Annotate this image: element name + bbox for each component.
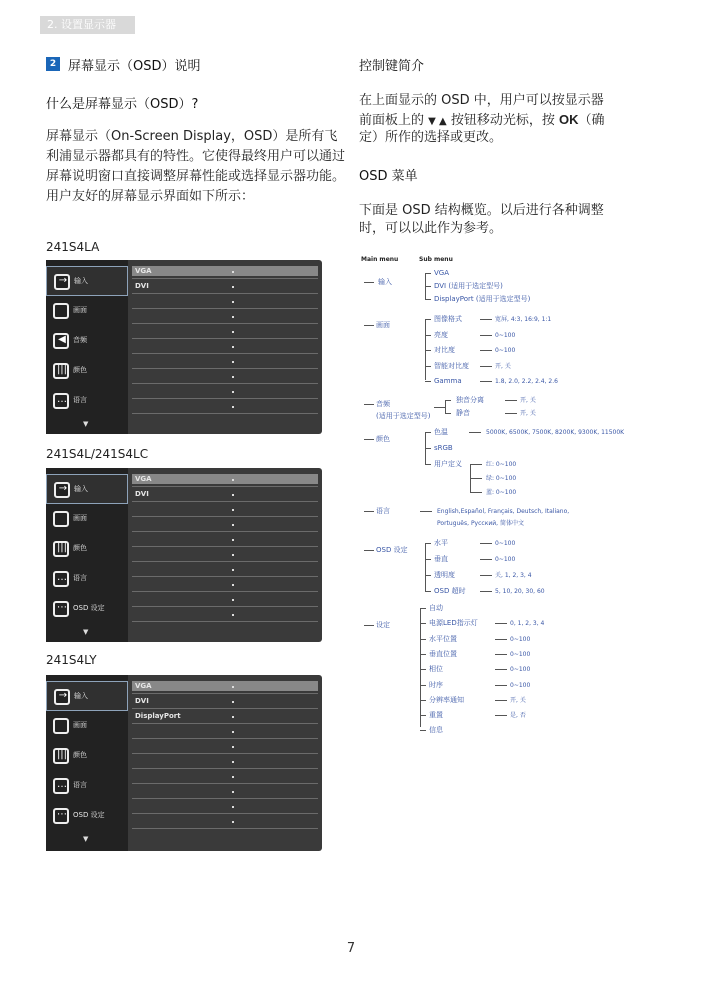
tree-audio-val-1: 开, 关 <box>520 410 536 417</box>
tree-connector <box>495 715 507 716</box>
tree-connector <box>425 559 431 560</box>
tree-main-menu-header: Main menu <box>361 256 399 263</box>
osd-submenu-divider <box>132 768 318 769</box>
osd-menu-item-label: 语言 <box>73 574 87 582</box>
what-is-osd-heading: 什么是屏幕显示（OSD）? <box>46 97 199 112</box>
osd-menu-item-label: 画面 <box>73 306 87 314</box>
osd-submenu-divider <box>132 486 318 487</box>
picture-icon <box>53 718 69 734</box>
osd-menu-item-label: OSD 设定 <box>73 604 105 612</box>
control-keys-line3: 定）所作的选择或更改。 <box>359 130 503 145</box>
osd-menu-item-label: 颜色 <box>73 751 87 759</box>
tree-input: 输入 <box>378 278 392 286</box>
osd-menu-item[interactable] <box>46 386 128 416</box>
tree-color-user: 用户定义 <box>434 460 462 468</box>
osd-submenu-dot <box>232 524 234 526</box>
tree-connector <box>425 575 431 576</box>
section-title: 屏幕显示（OSD）说明 <box>68 59 201 74</box>
osd-submenu-divider <box>132 546 318 547</box>
tree-connector <box>425 591 431 592</box>
tree-connector <box>420 669 426 670</box>
color-bars-icon: ||| <box>53 541 69 557</box>
tree-picture: 画面 <box>376 321 390 329</box>
osd-submenu-divider <box>132 368 318 369</box>
model-label-241s4ly: 241S4LY <box>46 653 97 667</box>
osd-submenu-divider <box>132 753 318 754</box>
picture-icon <box>53 303 69 319</box>
osd-submenu-dot <box>232 791 234 793</box>
osd-panel-241s4la <box>46 260 322 434</box>
tree-sub-value: 开, 关 <box>510 696 526 704</box>
language-speech-icon: … <box>53 571 69 587</box>
osd-submenu-dot <box>232 479 234 481</box>
osd-submenu-dot <box>232 761 234 763</box>
osd-submenu-divider <box>132 783 318 784</box>
tree-sub-item: 智能对比度 <box>434 361 469 370</box>
osd-submenu-dot <box>232 271 234 273</box>
tree-color-temp: 色温 <box>434 428 448 436</box>
tree-connector <box>495 623 507 624</box>
tree-audio-note: (适用于选定型号) <box>376 412 431 420</box>
osd-submenu-divider <box>132 738 318 739</box>
tree-connector <box>480 575 492 576</box>
osd-submenu-divider <box>132 576 318 577</box>
tree-connector <box>420 730 426 731</box>
tree-input-dp: DisplayPort (适用于选定型号) <box>434 295 531 303</box>
section-number-badge: 2 <box>46 57 60 71</box>
osd-submenu-divider <box>132 798 318 799</box>
osd-submenu-label: DisplayPort <box>135 712 181 720</box>
osd-submenu-dot <box>232 599 234 601</box>
section-tab: 2. 设置显示器 <box>40 16 135 34</box>
osd-menu-item[interactable] <box>46 801 128 831</box>
osd-submenu-dot <box>232 361 234 363</box>
tree-sub-item: 垂直位置 <box>429 649 457 658</box>
osd-submenu-dot <box>232 821 234 823</box>
tree-sub-menu-header: Sub menu <box>419 256 453 263</box>
tree-sub-value: 0~100 <box>495 540 516 547</box>
tree-connector <box>495 700 507 701</box>
tree-connector <box>495 669 507 670</box>
tree-sub-item: 重置 <box>429 711 443 720</box>
osd-submenu-divider <box>132 501 318 502</box>
osd-menu-item-label: OSD 设定 <box>73 811 105 819</box>
tree-sub-item: 分辨率通知 <box>429 695 464 704</box>
osd-menu-item[interactable] <box>46 266 128 296</box>
osd-submenu-divider <box>132 693 318 694</box>
osd-submenu-dot <box>232 614 234 616</box>
tree-sub-item: OSD 超时 <box>434 587 466 595</box>
tree-connector <box>480 350 492 351</box>
osd-submenu-label: DVI <box>135 282 149 290</box>
tree-connector <box>420 608 426 609</box>
osd-menu-item-label: 颜色 <box>73 544 87 552</box>
osd-menu-item-label: 音频 <box>73 336 87 344</box>
tree-connector <box>425 335 431 336</box>
osd-submenu-row[interactable] <box>132 266 318 276</box>
language-speech-icon: … <box>53 393 69 409</box>
ok-key-label: OK <box>559 112 579 127</box>
osd-submenu-divider <box>132 398 318 399</box>
page-number: 7 <box>346 941 356 956</box>
tree-connector <box>420 685 426 686</box>
osd-submenu-divider <box>132 813 318 814</box>
osd-panel-241s4ly <box>46 675 322 851</box>
osd-submenu-divider <box>132 828 318 829</box>
color-bars-icon: ||| <box>53 363 69 379</box>
tree-sub-item: 信息 <box>429 726 443 735</box>
osd-submenu-label: DVI <box>135 697 149 705</box>
control-keys-text-c: （确 <box>578 113 605 128</box>
osd-menu-heading: OSD 菜单 <box>359 169 418 184</box>
tree-connector <box>480 335 492 336</box>
osd-submenu-dot <box>232 494 234 496</box>
tree-connector <box>420 639 426 640</box>
osd-submenu-dot <box>232 686 234 688</box>
osd-menu-line2: 时，可以以此作为参考。 <box>359 221 503 236</box>
tree-sub-item: 水平 <box>434 539 448 547</box>
osd-menu-item[interactable] <box>46 741 128 771</box>
osd-submenu-dot <box>232 376 234 378</box>
osd-submenu-divider <box>132 591 318 592</box>
input-arrow-icon: → <box>54 274 70 290</box>
osd-submenu-dot <box>232 316 234 318</box>
osd-submenu-divider <box>132 723 318 724</box>
tree-audio-sub-0: 独音分离 <box>456 396 484 404</box>
osd-submenu-dot <box>232 346 234 348</box>
osd-submenu-dot <box>232 806 234 808</box>
tree-connector <box>495 639 507 640</box>
osd-submenu-dot <box>232 746 234 748</box>
osd-submenu-row[interactable] <box>132 474 318 484</box>
osd-menu-item[interactable] <box>46 296 128 326</box>
osd-submenu-divider <box>132 338 318 339</box>
tree-osd-settings: OSD 设定 <box>376 546 408 554</box>
osd-submenu-divider <box>132 531 318 532</box>
osd-submenu-dot <box>232 391 234 393</box>
tree-sub-value: 0~100 <box>510 635 531 643</box>
tree-audio: 音频 <box>376 400 390 408</box>
osd-menu-item[interactable] <box>46 564 128 594</box>
osd-menu-item[interactable] <box>46 356 128 386</box>
osd-submenu-divider <box>132 293 318 294</box>
osd-submenu-dot <box>232 509 234 511</box>
osd-panel-241s4l <box>46 468 322 642</box>
osd-submenu-row[interactable] <box>132 681 318 691</box>
tree-setup: 设定 <box>376 621 390 629</box>
what-is-osd-paragraph: 屏幕显示（On-Screen Display，OSD）是所有飞利浦显示器都具有的特性。它使得最终用户可以通过屏幕说明窗口直接调整屏幕性能或选择显示器功能。用户友好的屏幕显示界面如下所示： <box>46 129 346 204</box>
tree-language-line1: English,Español, Français, Deutsch, Italiano, <box>437 508 570 515</box>
tree-sub-item: 透明度 <box>434 571 455 579</box>
control-keys-line1: 在上面显示的 OSD 中，用户可以按显示器 <box>359 93 604 108</box>
tree-sub-item: 图像格式 <box>434 315 462 323</box>
osd-submenu-divider <box>132 561 318 562</box>
osd-submenu-dot <box>232 554 234 556</box>
osd-submenu-divider <box>132 323 318 324</box>
tree-sub-item: 电源LED指示灯 <box>429 619 478 628</box>
tree-connector <box>480 366 492 367</box>
osd-menu-item[interactable] <box>46 534 128 564</box>
control-keys-text-a: 前面板上的 <box>359 113 425 128</box>
model-label-241s4l: 241S4L/241S4LC <box>46 447 149 461</box>
tree-color-srgb: sRGB <box>434 444 453 452</box>
down-up-arrow-icons: ▼ ▲ <box>428 116 447 127</box>
osd-submenu-divider <box>132 516 318 517</box>
osd-menu-item-label: 画面 <box>73 721 87 729</box>
tree-sub-value: 0~100 <box>510 681 531 689</box>
osd-submenu-label: VGA <box>135 475 152 483</box>
tree-connector <box>425 350 431 351</box>
tree-language-line2: Português, Русский, 简体中文 <box>437 520 524 527</box>
tree-connector <box>420 623 426 624</box>
osd-submenu-divider <box>132 383 318 384</box>
tree-connector <box>425 381 431 382</box>
tree-sub-item: 相位 <box>429 665 443 674</box>
osd-menu-item-label: 语言 <box>73 396 87 404</box>
osd-submenu-dot <box>232 731 234 733</box>
tree-connector <box>480 319 492 320</box>
scroll-down-arrow-icon[interactable]: ▼ <box>83 628 89 636</box>
tree-sub-value: 0, 1, 2, 3, 4 <box>510 620 545 628</box>
osd-submenu-divider <box>132 278 318 279</box>
tree-connector <box>495 654 507 655</box>
tree-sub-item: 水平位置 <box>429 634 457 643</box>
tree-sub-value: 0~100 <box>510 666 531 674</box>
tree-sub-value: 是, 否 <box>510 712 526 720</box>
osd-submenu-divider <box>132 621 318 622</box>
osd-menu-item-label: 颜色 <box>73 366 87 374</box>
osd-menu-item-label: 输入 <box>74 277 88 285</box>
osd-submenu-divider <box>132 708 318 709</box>
osd-submenu-divider <box>132 308 318 309</box>
tree-sub-value: 开, 关 <box>495 362 511 370</box>
tree-sub-value: 0~100 <box>510 650 531 658</box>
language-speech-icon: … <box>53 778 69 794</box>
tree-sub-value: 0~100 <box>495 556 516 563</box>
osd-menu-item-label: 画面 <box>73 514 87 522</box>
color-bars-icon: ||| <box>53 748 69 764</box>
osd-submenu-dot <box>232 776 234 778</box>
osd-submenu-divider <box>132 606 318 607</box>
control-keys-heading: 控制键简介 <box>359 59 425 74</box>
osd-submenu-dot <box>232 716 234 718</box>
picture-icon <box>53 511 69 527</box>
tree-sub-value: 5, 10, 20, 30, 60 <box>495 588 545 595</box>
tree-input-dvi: DVI (适用于选定型号) <box>434 282 503 290</box>
control-keys-text-b: 按钮移动光标，按 <box>450 113 555 128</box>
tree-connector <box>425 543 431 544</box>
osd-menu-item[interactable] <box>46 771 128 801</box>
tree-sub-value: 关, 1, 2, 3, 4 <box>495 572 532 579</box>
tree-connector <box>420 654 426 655</box>
osd-submenu-row[interactable] <box>132 711 318 721</box>
osd-settings-icon: ⋯ <box>53 601 69 617</box>
tree-sub-value: 宽屏, 4:3, 16:9, 1:1 <box>495 316 552 323</box>
tree-color-blue: 蓝: 0~100 <box>486 489 517 496</box>
osd-submenu-dot <box>232 584 234 586</box>
tree-color-red: 红: 0~100 <box>486 461 517 468</box>
osd-menu-item[interactable] <box>46 504 128 534</box>
osd-menu-item-label: 输入 <box>74 692 88 700</box>
osd-submenu-row[interactable] <box>132 696 318 706</box>
model-label-241s4la: 241S4LA <box>46 240 100 254</box>
tree-audio-sub-1: 静音 <box>456 409 470 417</box>
osd-submenu-label: VGA <box>135 267 152 275</box>
tree-connector <box>480 591 492 592</box>
osd-submenu-dot <box>232 701 234 703</box>
osd-submenu-dot <box>232 286 234 288</box>
osd-submenu-label: VGA <box>135 682 152 690</box>
tree-sub-item: 对比度 <box>434 346 455 354</box>
osd-menu-item[interactable] <box>46 474 128 504</box>
tree-input-vga: VGA <box>434 269 450 277</box>
scroll-down-arrow-icon[interactable]: ▼ <box>83 420 89 428</box>
tree-connector <box>480 381 492 382</box>
tree-audio-val-0: 开, 关 <box>520 397 536 404</box>
osd-menu-item-label: 语言 <box>73 781 87 789</box>
speaker-icon: ◀ <box>53 333 69 349</box>
tree-color-green: 绿: 0~100 <box>486 475 517 482</box>
osd-submenu-label: DVI <box>135 490 149 498</box>
osd-submenu-dot <box>232 331 234 333</box>
tree-connector <box>420 700 426 701</box>
tree-sub-item: 亮度 <box>434 330 448 339</box>
osd-submenu-divider <box>132 353 318 354</box>
tree-sub-item: Gamma <box>434 377 462 385</box>
tree-color: 颜色 <box>376 435 390 443</box>
osd-submenu-dot <box>232 301 234 303</box>
osd-submenu-row[interactable] <box>132 489 318 499</box>
osd-submenu-dot <box>232 569 234 571</box>
tree-connector <box>480 543 492 544</box>
tree-sub-value: 0~100 <box>495 331 516 339</box>
osd-menu-item[interactable] <box>46 326 128 356</box>
osd-submenu-dot <box>232 539 234 541</box>
input-arrow-icon: → <box>54 689 70 705</box>
tree-sub-item: 时序 <box>429 680 443 689</box>
osd-submenu-divider <box>132 413 318 414</box>
osd-submenu-dot <box>232 406 234 408</box>
tree-sub-value: 0~100 <box>495 347 516 354</box>
osd-settings-icon: ⋯ <box>53 808 69 824</box>
tree-connector <box>495 685 507 686</box>
osd-menu-line1: 下面是 OSD 结构概览。以后进行各种调整 <box>359 203 604 218</box>
tree-language: 语言 <box>376 507 390 515</box>
osd-menu-item-label: 输入 <box>74 485 88 493</box>
tree-connector <box>420 715 426 716</box>
tree-connector <box>480 559 492 560</box>
tree-connector <box>425 319 431 320</box>
tree-color-temp-vals: 5000K, 6500K, 7500K, 8200K, 9300K, 11500K <box>486 429 625 436</box>
osd-menu-item[interactable] <box>46 681 128 711</box>
osd-menu-item[interactable] <box>46 711 128 741</box>
tree-sub-item: 垂直 <box>434 555 448 563</box>
osd-menu-item[interactable] <box>46 594 128 624</box>
tree-connector <box>425 366 431 367</box>
scroll-down-arrow-icon[interactable]: ▼ <box>83 835 89 843</box>
osd-submenu-row[interactable] <box>132 281 318 291</box>
input-arrow-icon: → <box>54 482 70 498</box>
tree-sub-item: 自动 <box>429 604 443 612</box>
tree-sub-value: 1.8, 2.0, 2.2, 2.4, 2.6 <box>495 378 558 385</box>
